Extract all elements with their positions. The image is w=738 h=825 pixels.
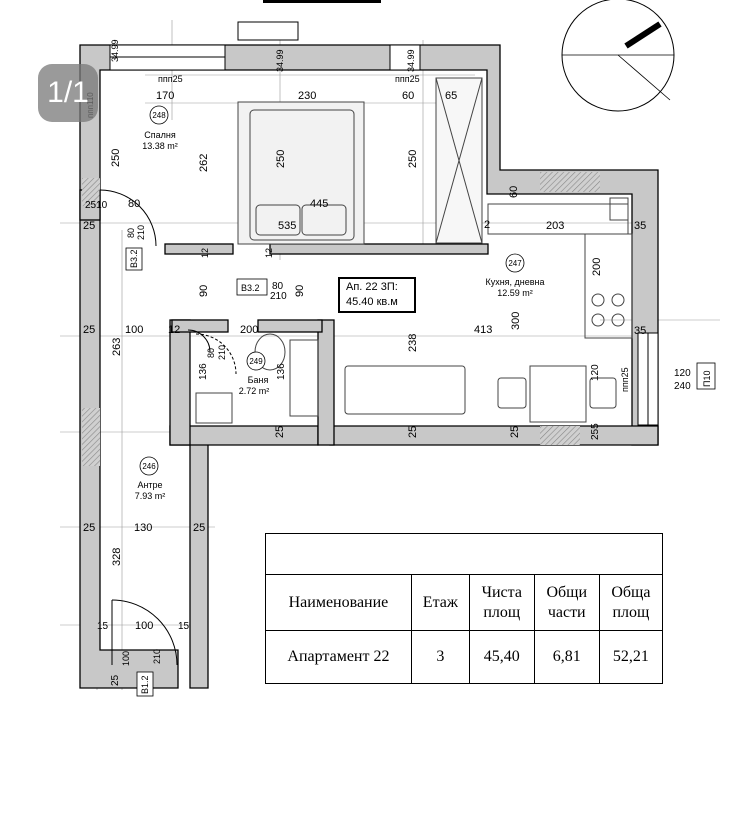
door-tag-bath: В3.2 (241, 283, 260, 293)
room-area-hall: 7.93 m² (134, 491, 166, 501)
dim: 90 (294, 284, 306, 297)
col-header-common-parts: Общи части (534, 575, 599, 631)
cell-common-parts: 6,81 (534, 631, 599, 684)
cell-total-area: 52,21 (599, 631, 662, 684)
dim: 25 (193, 522, 206, 534)
window-note-kitchen: ппп25 (620, 367, 630, 392)
col-header-floor: Етаж (411, 575, 469, 631)
room-number-hall: 246 (142, 462, 156, 471)
dim: 12 (168, 324, 181, 336)
dim: 413 (474, 324, 493, 336)
room-area-kitchen: 12.59 m² (497, 288, 533, 298)
dim: 136 (198, 363, 209, 380)
dim: 80 (272, 281, 284, 292)
dim: 25 (509, 425, 521, 438)
room-name-kitchen: Кухня, дневна (485, 277, 545, 287)
dim: 535 (278, 220, 297, 232)
dim: 300 (510, 311, 522, 330)
dim: 34.99 (406, 49, 416, 72)
dim: 250 (275, 149, 287, 168)
room-name-hall: Антре (137, 480, 163, 490)
dim: 200 (240, 324, 259, 336)
dim: 80 (206, 347, 216, 358)
dim: 60 (508, 185, 520, 198)
dim: 328 (111, 547, 123, 566)
dim: 263 (111, 337, 123, 356)
dim: 445 (310, 198, 329, 210)
dim: 210 (217, 344, 227, 360)
area-summary-table (265, 533, 663, 684)
dim: 100 (135, 620, 154, 632)
room-area-bedroom: 13.38 m² (142, 141, 178, 151)
cell-name: Апартамент 22 (266, 631, 412, 684)
cell-floor: 3 (411, 631, 469, 684)
room-area-bath: 2.72 m² (238, 386, 270, 396)
dim: 136 (276, 363, 287, 380)
dim: 65 (445, 90, 458, 102)
dim: 120 (590, 364, 601, 381)
room-name-bath: Баня (247, 375, 269, 385)
table-header-row (266, 575, 663, 631)
dim: 35 (634, 325, 647, 337)
table-row (266, 631, 663, 684)
dim: 130 (134, 522, 153, 534)
table-title-cell (266, 534, 663, 575)
dim: 35 (634, 220, 647, 232)
dim: 170 (156, 90, 175, 102)
dim: 2 (484, 219, 491, 231)
door-tag-entry: В1.2 (140, 675, 150, 694)
dim: 250 (407, 149, 419, 168)
dim: 250 (110, 148, 122, 167)
dim: 210 (136, 224, 146, 240)
door-tag-bedroom: В3.2 (129, 249, 139, 268)
dim: 34.99 (110, 39, 120, 62)
col-header-net-area: Чиста площ (469, 575, 534, 631)
dim: 34.99 (275, 49, 285, 72)
window-tag-kitchen: П10 (702, 370, 712, 387)
dim: 2510 (85, 200, 108, 211)
dim: 255 (590, 423, 601, 440)
dim: 210 (152, 648, 162, 664)
dim: 90 (198, 284, 210, 297)
dim: 25 (274, 425, 286, 438)
cell-net-area: 45,40 (469, 631, 534, 684)
dim: 210 (270, 291, 287, 302)
col-header-total-area: Обща площ (599, 575, 662, 631)
dim: 80 (128, 198, 141, 210)
dim: 25 (83, 324, 96, 336)
room-number-bath: 249 (249, 357, 263, 366)
col-header-name: Наименование (266, 575, 412, 631)
dim: 203 (546, 220, 565, 232)
dim: 12 (264, 247, 274, 258)
dim: 238 (407, 333, 419, 352)
apartment-area-label (338, 277, 416, 313)
dim: 100 (121, 650, 131, 666)
dim: 80 (126, 227, 136, 238)
dim: 200 (591, 257, 603, 276)
dim: 15 (97, 621, 109, 632)
apartment-label-line1: Ап. 22 3П: (346, 281, 398, 293)
room-name-bedroom: Спалня (144, 130, 176, 140)
windows (110, 22, 658, 425)
dim: 25 (83, 220, 96, 232)
room-number-bedroom: 248 (152, 111, 166, 120)
dim: 15 (178, 621, 190, 632)
dim: 25 (83, 522, 96, 534)
dim: 25 (407, 425, 419, 438)
dim: 60 (402, 90, 415, 102)
dim: 120 (674, 368, 691, 379)
page-indicator-badge[interactable]: 1/1 (38, 64, 98, 122)
north-arrow-icon (562, 0, 674, 111)
window-note-bedroom-right: ппп25 (395, 74, 420, 84)
room-number-kitchen: 247 (508, 259, 522, 268)
dim: 12 (200, 247, 210, 258)
dim: 25 (110, 674, 121, 686)
apartment-label-line2: 45.40 кв.м (346, 296, 398, 308)
dim: 240 (674, 381, 691, 392)
dim: 230 (298, 90, 317, 102)
window-note-bedroom-left: ппп25 (158, 74, 183, 84)
dim: 262 (198, 153, 210, 172)
dim: 100 (125, 324, 144, 336)
table-title-row (266, 534, 663, 575)
